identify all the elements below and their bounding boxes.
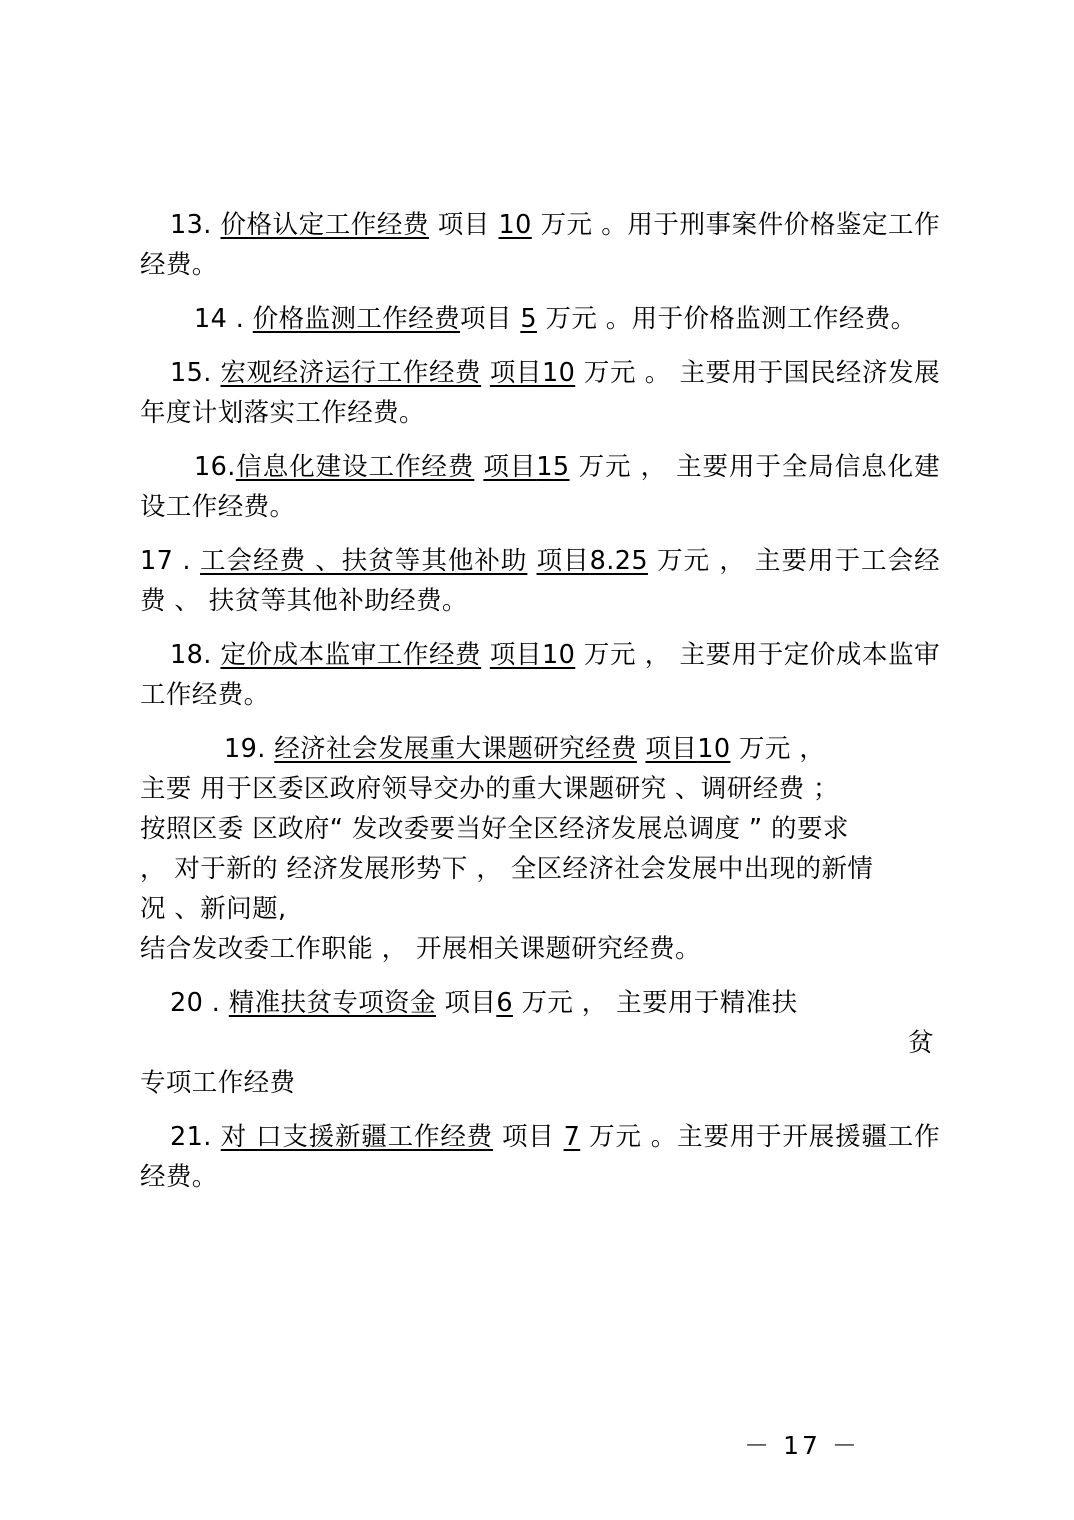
item-amount: 10: [541, 640, 576, 670]
budget-item-13: [140, 205, 940, 285]
item-description: ， 主要用于精准扶: [581, 988, 798, 1018]
item-19-line-1: 主要 用于区委区政府领导交办的重大课题研究 、调研经费 ；: [140, 774, 839, 804]
item-number: 18.: [170, 640, 212, 670]
item-19-head: [140, 729, 940, 769]
item-description: ， 主要用于工会经费 、 扶贫等其他补助经费。: [140, 546, 941, 616]
item-title: 价格监测工作经费: [252, 304, 460, 334]
item-amount: 8.25: [589, 546, 648, 576]
item-title: 价格认定工作经费: [220, 210, 429, 240]
item-19-line-2: 按照区委 区政府“ 发改委要当好全区经济发展总调度 ” 的要求: [140, 814, 849, 844]
item-number: 13.: [170, 210, 212, 240]
item-number: 15.: [170, 358, 212, 388]
item-description: 。用于刑事案件价格鉴定工作经费。: [140, 210, 940, 280]
item-20-head: [140, 983, 940, 1023]
item-amount: 10: [498, 210, 532, 240]
item-amount: 15: [536, 452, 570, 482]
item-number: 19.: [224, 734, 266, 764]
item-mid-label: 项目: [501, 1122, 555, 1152]
item-amount: 6: [496, 988, 513, 1018]
item-mid-label: 项目: [536, 546, 590, 576]
item-19-line-5: 结合发改委工作职能 ， 开展相关课题研究经费。: [140, 934, 701, 964]
item-unit: 万元: [657, 546, 711, 576]
budget-item-20: [140, 983, 940, 1103]
item-title: 信息化建设工作经费: [235, 452, 475, 482]
item-amount: 5: [520, 304, 537, 334]
item-number: 20 .: [170, 988, 221, 1018]
item-mid-label: 项目: [483, 452, 537, 482]
item-amount: 10: [541, 358, 576, 388]
item-title: 对 口支援新疆工作经费: [220, 1122, 493, 1152]
budget-item-18: [140, 635, 940, 715]
item-20-line-2: 贫: [908, 1028, 934, 1058]
budget-item-21: [140, 1117, 940, 1197]
item-19-line-4: 况 、新问题,: [140, 894, 287, 924]
item-title: 工会经费 、扶贫等其他补助: [200, 546, 528, 576]
item-title: 经济社会发展重大课题研究经费: [274, 734, 637, 764]
item-number: 16.: [194, 452, 236, 482]
item-mid-label: 项目: [459, 304, 512, 334]
item-unit: 万元: [540, 210, 593, 240]
budget-item-17: [140, 541, 940, 621]
item-description: 。用于价格监测工作经费。: [605, 304, 917, 334]
item-unit: 万元: [545, 304, 598, 334]
item-number: 21.: [170, 1122, 212, 1152]
item-number: 17 .: [140, 546, 191, 576]
item-title: 宏观经济运行工作经费: [220, 358, 482, 388]
item-amount: 10: [697, 734, 731, 764]
item-mid-label: 项目: [437, 210, 490, 240]
item-title: 定价成本监审工作经费: [220, 640, 482, 670]
page-number: － 17 －: [744, 1431, 860, 1460]
item-mid-label: 项目: [444, 988, 497, 1018]
budget-item-16: [140, 447, 940, 527]
item-unit: 万元: [578, 452, 632, 482]
item-unit: 万元: [583, 640, 637, 670]
item-description: ， 主要用于全局信息化建设工作经费。: [140, 452, 940, 522]
item-description: 。主要用于开展援疆工作经费。: [140, 1122, 941, 1192]
item-amount: 7: [563, 1122, 581, 1152]
item-mid-label: 项目: [489, 640, 542, 670]
item-title: 精准扶贫专项资金: [228, 988, 436, 1018]
budget-item-19: [140, 729, 940, 969]
item-unit: 万元: [589, 1122, 642, 1152]
item-number: 14 .: [194, 304, 245, 334]
item-20-line-3: 专项工作经费: [140, 1068, 296, 1098]
budget-item-15: [140, 353, 940, 433]
item-mid-label: 项目: [489, 358, 542, 388]
item-unit: 万元: [583, 358, 637, 388]
item-description: 。 主要用于国民经济发展年度计划落实工作经费。: [140, 358, 940, 428]
document-body: [140, 205, 940, 1211]
item-unit: 万元: [738, 734, 791, 764]
item-unit: 万元: [521, 988, 574, 1018]
item-mid-label: 项目: [645, 734, 698, 764]
item-19-line-3: ， 对于新的 经济发展形势下 ， 全区经济社会发展中出现的新情: [140, 854, 874, 884]
item-description: ， 主要用于定价成本监审工作经费。: [140, 640, 940, 710]
budget-item-14: [140, 299, 940, 339]
item-comma: ，: [799, 734, 826, 764]
